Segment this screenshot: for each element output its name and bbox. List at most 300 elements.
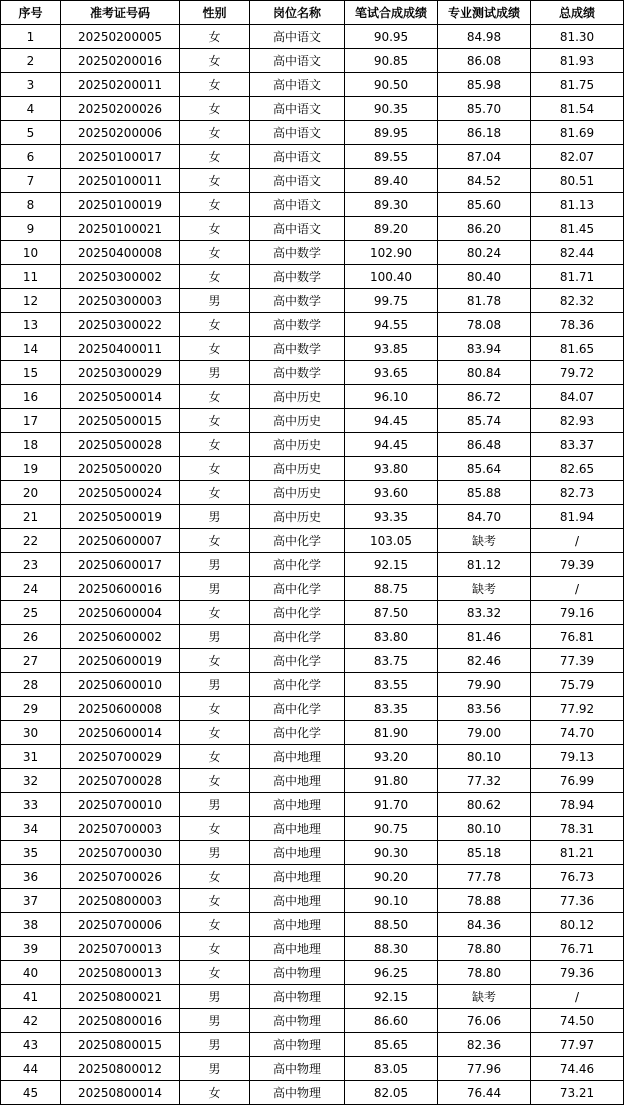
table-row xyxy=(1,433,624,457)
cell-gender: 男 xyxy=(180,1009,250,1033)
cell-written-score: 86.60 xyxy=(345,1009,438,1033)
cell-written-score: 88.30 xyxy=(345,937,438,961)
cell-position: 高中历史 xyxy=(250,481,345,505)
cell-gender: 女 xyxy=(180,73,250,97)
table-row xyxy=(1,673,624,697)
cell-gender: 女 xyxy=(180,49,250,73)
cell-test-score: 82.36 xyxy=(438,1033,531,1057)
cell-test-score: 85.60 xyxy=(438,193,531,217)
cell-position: 高中化学 xyxy=(250,625,345,649)
cell-test-score: 86.18 xyxy=(438,121,531,145)
cell-index: 9 xyxy=(1,217,61,241)
cell-exam-id: 20250300003 xyxy=(61,289,180,313)
cell-gender: 女 xyxy=(180,97,250,121)
cell-index: 19 xyxy=(1,457,61,481)
cell-written-score: 87.50 xyxy=(345,601,438,625)
cell-total-score: 81.75 xyxy=(531,73,624,97)
cell-exam-id: 20250100021 xyxy=(61,217,180,241)
cell-exam-id: 20250400008 xyxy=(61,241,180,265)
cell-exam-id: 20250200006 xyxy=(61,121,180,145)
cell-index: 11 xyxy=(1,265,61,289)
cell-position: 高中物理 xyxy=(250,1057,345,1081)
cell-test-score: 83.94 xyxy=(438,337,531,361)
cell-gender: 女 xyxy=(180,601,250,625)
cell-exam-id: 20250300029 xyxy=(61,361,180,385)
table-row xyxy=(1,25,624,49)
cell-written-score: 100.40 xyxy=(345,265,438,289)
table-row xyxy=(1,505,624,529)
header-index: 序号 xyxy=(1,1,61,25)
cell-test-score: 78.08 xyxy=(438,313,531,337)
cell-total-score: 81.21 xyxy=(531,841,624,865)
cell-written-score: 94.45 xyxy=(345,433,438,457)
cell-position: 高中化学 xyxy=(250,721,345,745)
cell-test-score: 77.78 xyxy=(438,865,531,889)
cell-exam-id: 20250500020 xyxy=(61,457,180,481)
cell-exam-id: 20250700013 xyxy=(61,937,180,961)
cell-test-score: 86.72 xyxy=(438,385,531,409)
cell-written-score: 90.20 xyxy=(345,865,438,889)
cell-test-score: 缺考 xyxy=(438,985,531,1009)
cell-gender: 男 xyxy=(180,793,250,817)
cell-exam-id: 20250600008 xyxy=(61,697,180,721)
cell-total-score: 82.93 xyxy=(531,409,624,433)
cell-position: 高中地理 xyxy=(250,889,345,913)
cell-gender: 女 xyxy=(180,121,250,145)
header-written-score: 笔试合成成绩 xyxy=(345,1,438,25)
cell-test-score: 85.18 xyxy=(438,841,531,865)
cell-index: 21 xyxy=(1,505,61,529)
header-total-score: 总成绩 xyxy=(531,1,624,25)
cell-written-score: 102.90 xyxy=(345,241,438,265)
cell-index: 32 xyxy=(1,769,61,793)
cell-position: 高中数学 xyxy=(250,289,345,313)
table-row xyxy=(1,529,624,553)
cell-test-score: 84.98 xyxy=(438,25,531,49)
cell-exam-id: 20250800016 xyxy=(61,1009,180,1033)
cell-written-score: 93.35 xyxy=(345,505,438,529)
cell-test-score: 缺考 xyxy=(438,529,531,553)
cell-position: 高中历史 xyxy=(250,409,345,433)
header-row xyxy=(1,1,624,25)
cell-gender: 女 xyxy=(180,313,250,337)
cell-total-score: 81.71 xyxy=(531,265,624,289)
cell-index: 17 xyxy=(1,409,61,433)
cell-position: 高中地理 xyxy=(250,913,345,937)
cell-gender: 男 xyxy=(180,841,250,865)
cell-total-score: 74.50 xyxy=(531,1009,624,1033)
cell-exam-id: 20250700010 xyxy=(61,793,180,817)
cell-test-score: 81.46 xyxy=(438,625,531,649)
cell-position: 高中语文 xyxy=(250,97,345,121)
cell-test-score: 78.80 xyxy=(438,937,531,961)
cell-exam-id: 20250500028 xyxy=(61,433,180,457)
table-row xyxy=(1,1057,624,1081)
cell-total-score: 81.93 xyxy=(531,49,624,73)
cell-total-score: 76.81 xyxy=(531,625,624,649)
cell-position: 高中语文 xyxy=(250,217,345,241)
cell-test-score: 85.64 xyxy=(438,457,531,481)
cell-position: 高中历史 xyxy=(250,457,345,481)
cell-gender: 女 xyxy=(180,961,250,985)
table-row xyxy=(1,913,624,937)
cell-test-score: 84.36 xyxy=(438,913,531,937)
cell-gender: 女 xyxy=(180,385,250,409)
cell-total-score: 81.69 xyxy=(531,121,624,145)
cell-position: 高中化学 xyxy=(250,697,345,721)
cell-position: 高中语文 xyxy=(250,49,345,73)
cell-gender: 男 xyxy=(180,625,250,649)
table-row xyxy=(1,649,624,673)
table-row xyxy=(1,121,624,145)
cell-index: 20 xyxy=(1,481,61,505)
table-row xyxy=(1,73,624,97)
cell-total-score: 81.30 xyxy=(531,25,624,49)
cell-test-score: 83.32 xyxy=(438,601,531,625)
cell-written-score: 83.75 xyxy=(345,649,438,673)
cell-index: 14 xyxy=(1,337,61,361)
cell-position: 高中地理 xyxy=(250,793,345,817)
cell-gender: 女 xyxy=(180,409,250,433)
table-row xyxy=(1,817,624,841)
cell-total-score: 80.12 xyxy=(531,913,624,937)
cell-index: 29 xyxy=(1,697,61,721)
cell-exam-id: 20250700026 xyxy=(61,865,180,889)
cell-total-score: 81.54 xyxy=(531,97,624,121)
cell-position: 高中化学 xyxy=(250,577,345,601)
cell-written-score: 96.10 xyxy=(345,385,438,409)
cell-total-score: 74.70 xyxy=(531,721,624,745)
cell-index: 35 xyxy=(1,841,61,865)
cell-exam-id: 20250800014 xyxy=(61,1081,180,1105)
cell-gender: 男 xyxy=(180,1057,250,1081)
cell-total-score: 83.37 xyxy=(531,433,624,457)
cell-written-score: 88.75 xyxy=(345,577,438,601)
cell-exam-id: 20250600007 xyxy=(61,529,180,553)
cell-total-score: / xyxy=(531,577,624,601)
cell-test-score: 80.62 xyxy=(438,793,531,817)
cell-index: 12 xyxy=(1,289,61,313)
cell-position: 高中化学 xyxy=(250,673,345,697)
cell-index: 15 xyxy=(1,361,61,385)
cell-exam-id: 20250200005 xyxy=(61,25,180,49)
cell-written-score: 90.35 xyxy=(345,97,438,121)
table-body xyxy=(1,25,624,1105)
cell-index: 13 xyxy=(1,313,61,337)
cell-test-score: 77.32 xyxy=(438,769,531,793)
cell-written-score: 93.20 xyxy=(345,745,438,769)
cell-exam-id: 20250800021 xyxy=(61,985,180,1009)
cell-written-score: 89.55 xyxy=(345,145,438,169)
cell-index: 18 xyxy=(1,433,61,457)
cell-index: 7 xyxy=(1,169,61,193)
table-row xyxy=(1,1033,624,1057)
cell-exam-id: 20250700006 xyxy=(61,913,180,937)
cell-written-score: 88.50 xyxy=(345,913,438,937)
cell-exam-id: 20250800013 xyxy=(61,961,180,985)
cell-test-score: 86.20 xyxy=(438,217,531,241)
cell-position: 高中语文 xyxy=(250,169,345,193)
cell-exam-id: 20250600010 xyxy=(61,673,180,697)
cell-total-score: 81.45 xyxy=(531,217,624,241)
cell-index: 1 xyxy=(1,25,61,49)
cell-total-score: / xyxy=(531,529,624,553)
cell-exam-id: 20250600016 xyxy=(61,577,180,601)
cell-total-score: 76.71 xyxy=(531,937,624,961)
cell-exam-id: 20250800015 xyxy=(61,1033,180,1057)
table-row xyxy=(1,313,624,337)
table-row xyxy=(1,193,624,217)
cell-total-score: 74.46 xyxy=(531,1057,624,1081)
cell-index: 3 xyxy=(1,73,61,97)
cell-exam-id: 20250700029 xyxy=(61,745,180,769)
cell-exam-id: 20250100011 xyxy=(61,169,180,193)
table-row xyxy=(1,697,624,721)
cell-exam-id: 20250100017 xyxy=(61,145,180,169)
table-row xyxy=(1,601,624,625)
cell-total-score: 79.36 xyxy=(531,961,624,985)
cell-gender: 女 xyxy=(180,697,250,721)
table-row xyxy=(1,49,624,73)
cell-gender: 女 xyxy=(180,337,250,361)
cell-written-score: 89.20 xyxy=(345,217,438,241)
cell-test-score: 78.80 xyxy=(438,961,531,985)
cell-total-score: 82.73 xyxy=(531,481,624,505)
cell-total-score: 76.99 xyxy=(531,769,624,793)
table-row xyxy=(1,985,624,1009)
cell-test-score: 76.44 xyxy=(438,1081,531,1105)
cell-total-score: 79.13 xyxy=(531,745,624,769)
cell-index: 44 xyxy=(1,1057,61,1081)
cell-index: 10 xyxy=(1,241,61,265)
cell-total-score: 79.39 xyxy=(531,553,624,577)
cell-gender: 女 xyxy=(180,913,250,937)
table-row xyxy=(1,145,624,169)
cell-test-score: 76.06 xyxy=(438,1009,531,1033)
cell-exam-id: 20250500015 xyxy=(61,409,180,433)
cell-index: 28 xyxy=(1,673,61,697)
cell-written-score: 94.45 xyxy=(345,409,438,433)
cell-gender: 女 xyxy=(180,817,250,841)
cell-test-score: 82.46 xyxy=(438,649,531,673)
cell-total-score: 73.21 xyxy=(531,1081,624,1105)
cell-test-score: 79.00 xyxy=(438,721,531,745)
table-row xyxy=(1,241,624,265)
table-row xyxy=(1,769,624,793)
cell-test-score: 80.10 xyxy=(438,817,531,841)
cell-written-score: 89.40 xyxy=(345,169,438,193)
cell-written-score: 90.30 xyxy=(345,841,438,865)
cell-gender: 女 xyxy=(180,529,250,553)
cell-gender: 女 xyxy=(180,169,250,193)
cell-index: 2 xyxy=(1,49,61,73)
header-test-score: 专业测试成绩 xyxy=(438,1,531,25)
cell-index: 40 xyxy=(1,961,61,985)
table-row xyxy=(1,721,624,745)
table-row xyxy=(1,361,624,385)
cell-index: 16 xyxy=(1,385,61,409)
cell-position: 高中物理 xyxy=(250,985,345,1009)
cell-gender: 男 xyxy=(180,361,250,385)
cell-position: 高中物理 xyxy=(250,1081,345,1105)
cell-position: 高中数学 xyxy=(250,265,345,289)
cell-total-score: 77.92 xyxy=(531,697,624,721)
cell-total-score: 79.72 xyxy=(531,361,624,385)
table-row xyxy=(1,1081,624,1105)
cell-position: 高中地理 xyxy=(250,937,345,961)
header-exam-id: 准考证号码 xyxy=(61,1,180,25)
cell-written-score: 93.65 xyxy=(345,361,438,385)
cell-total-score: / xyxy=(531,985,624,1009)
cell-total-score: 81.13 xyxy=(531,193,624,217)
cell-test-score: 78.88 xyxy=(438,889,531,913)
cell-gender: 女 xyxy=(180,145,250,169)
cell-gender: 女 xyxy=(180,1081,250,1105)
cell-gender: 女 xyxy=(180,193,250,217)
cell-position: 高中化学 xyxy=(250,601,345,625)
cell-index: 31 xyxy=(1,745,61,769)
cell-exam-id: 20250800003 xyxy=(61,889,180,913)
cell-written-score: 99.75 xyxy=(345,289,438,313)
cell-written-score: 83.35 xyxy=(345,697,438,721)
cell-gender: 女 xyxy=(180,25,250,49)
cell-test-score: 86.48 xyxy=(438,433,531,457)
table-row xyxy=(1,865,624,889)
cell-exam-id: 20250200026 xyxy=(61,97,180,121)
cell-position: 高中物理 xyxy=(250,961,345,985)
table-row xyxy=(1,457,624,481)
cell-exam-id: 20250600019 xyxy=(61,649,180,673)
cell-position: 高中数学 xyxy=(250,313,345,337)
table-row xyxy=(1,265,624,289)
cell-test-score: 79.90 xyxy=(438,673,531,697)
cell-written-score: 85.65 xyxy=(345,1033,438,1057)
cell-test-score: 80.40 xyxy=(438,265,531,289)
cell-index: 36 xyxy=(1,865,61,889)
cell-written-score: 93.60 xyxy=(345,481,438,505)
table-row xyxy=(1,385,624,409)
cell-total-score: 82.07 xyxy=(531,145,624,169)
cell-written-score: 83.80 xyxy=(345,625,438,649)
cell-gender: 女 xyxy=(180,745,250,769)
cell-total-score: 76.73 xyxy=(531,865,624,889)
table-row xyxy=(1,793,624,817)
cell-position: 高中语文 xyxy=(250,193,345,217)
cell-position: 高中数学 xyxy=(250,241,345,265)
table-row xyxy=(1,169,624,193)
cell-index: 34 xyxy=(1,817,61,841)
cell-position: 高中语文 xyxy=(250,73,345,97)
cell-written-score: 89.30 xyxy=(345,193,438,217)
cell-test-score: 80.24 xyxy=(438,241,531,265)
cell-test-score: 84.70 xyxy=(438,505,531,529)
cell-test-score: 87.04 xyxy=(438,145,531,169)
cell-test-score: 84.52 xyxy=(438,169,531,193)
cell-gender: 女 xyxy=(180,865,250,889)
cell-total-score: 77.36 xyxy=(531,889,624,913)
cell-written-score: 81.90 xyxy=(345,721,438,745)
cell-written-score: 94.55 xyxy=(345,313,438,337)
table-row xyxy=(1,937,624,961)
cell-index: 30 xyxy=(1,721,61,745)
cell-position: 高中语文 xyxy=(250,145,345,169)
cell-test-score: 86.08 xyxy=(438,49,531,73)
cell-test-score: 81.12 xyxy=(438,553,531,577)
cell-exam-id: 20250400011 xyxy=(61,337,180,361)
cell-position: 高中历史 xyxy=(250,433,345,457)
cell-position: 高中数学 xyxy=(250,361,345,385)
cell-written-score: 90.10 xyxy=(345,889,438,913)
cell-test-score: 85.74 xyxy=(438,409,531,433)
cell-total-score: 79.16 xyxy=(531,601,624,625)
table-row xyxy=(1,1009,624,1033)
table-row xyxy=(1,577,624,601)
cell-index: 27 xyxy=(1,649,61,673)
cell-position: 高中地理 xyxy=(250,769,345,793)
cell-written-score: 93.85 xyxy=(345,337,438,361)
cell-index: 4 xyxy=(1,97,61,121)
cell-test-score: 缺考 xyxy=(438,577,531,601)
cell-test-score: 80.84 xyxy=(438,361,531,385)
cell-exam-id: 20250200016 xyxy=(61,49,180,73)
table-row xyxy=(1,337,624,361)
cell-written-score: 90.75 xyxy=(345,817,438,841)
cell-index: 23 xyxy=(1,553,61,577)
cell-written-score: 93.80 xyxy=(345,457,438,481)
cell-position: 高中地理 xyxy=(250,841,345,865)
cell-index: 41 xyxy=(1,985,61,1009)
cell-index: 43 xyxy=(1,1033,61,1057)
cell-index: 37 xyxy=(1,889,61,913)
cell-index: 45 xyxy=(1,1081,61,1105)
cell-written-score: 83.55 xyxy=(345,673,438,697)
table-row xyxy=(1,841,624,865)
cell-position: 高中地理 xyxy=(250,865,345,889)
cell-gender: 男 xyxy=(180,1033,250,1057)
cell-gender: 女 xyxy=(180,433,250,457)
table-row xyxy=(1,745,624,769)
cell-exam-id: 20250200011 xyxy=(61,73,180,97)
cell-position: 高中化学 xyxy=(250,649,345,673)
cell-index: 38 xyxy=(1,913,61,937)
cell-exam-id: 20250700028 xyxy=(61,769,180,793)
cell-total-score: 75.79 xyxy=(531,673,624,697)
cell-written-score: 92.15 xyxy=(345,985,438,1009)
cell-exam-id: 20250300022 xyxy=(61,313,180,337)
cell-index: 39 xyxy=(1,937,61,961)
cell-position: 高中化学 xyxy=(250,553,345,577)
cell-gender: 女 xyxy=(180,217,250,241)
cell-total-score: 81.94 xyxy=(531,505,624,529)
cell-position: 高中地理 xyxy=(250,745,345,769)
cell-total-score: 81.65 xyxy=(531,337,624,361)
cell-exam-id: 20250600017 xyxy=(61,553,180,577)
cell-gender: 女 xyxy=(180,721,250,745)
cell-gender: 男 xyxy=(180,577,250,601)
header-position: 岗位名称 xyxy=(250,1,345,25)
cell-index: 24 xyxy=(1,577,61,601)
cell-position: 高中历史 xyxy=(250,505,345,529)
table-row xyxy=(1,961,624,985)
cell-written-score: 91.70 xyxy=(345,793,438,817)
cell-written-score: 91.80 xyxy=(345,769,438,793)
cell-index: 5 xyxy=(1,121,61,145)
cell-gender: 女 xyxy=(180,649,250,673)
cell-written-score: 96.25 xyxy=(345,961,438,985)
cell-test-score: 81.78 xyxy=(438,289,531,313)
cell-test-score: 85.98 xyxy=(438,73,531,97)
cell-gender: 女 xyxy=(180,937,250,961)
